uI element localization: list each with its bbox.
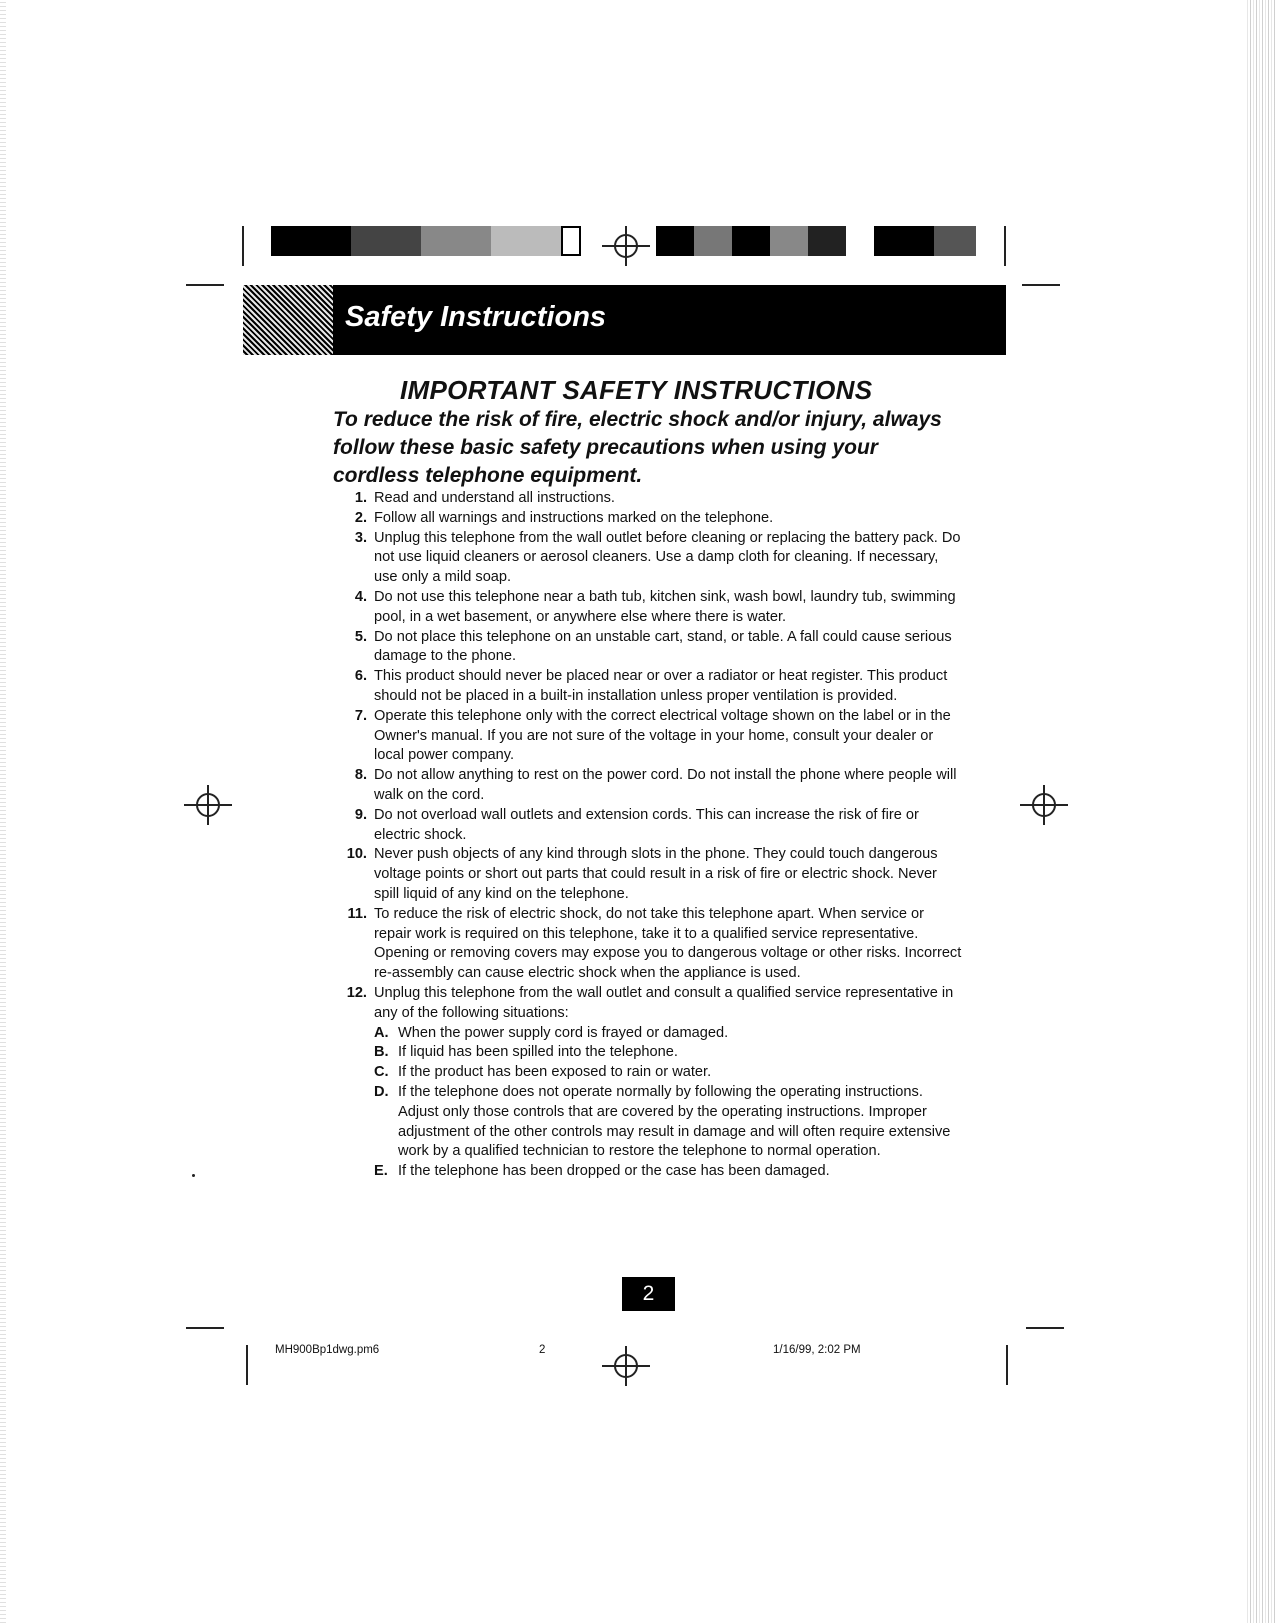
footer-filename: MH900Bp1dwg.pm6 <box>275 1344 380 1356</box>
list-item <box>324 905 964 984</box>
crop-mark <box>246 1345 248 1385</box>
sub-list-item-letter: C. <box>374 1064 389 1081</box>
list-item <box>324 806 964 846</box>
sub-list-item <box>374 1162 964 1182</box>
list-item-text: Do not allow anything to rest on the power cord. Do not install the phone where people will walk on the cord. <box>374 767 957 803</box>
list-item-number: 7. <box>354 707 367 724</box>
list-item-number: 1. <box>354 490 367 506</box>
list-item-text: Do not overload wall outlets and extension cords. This can increase the risk of fire or electric shock. <box>374 806 919 843</box>
list-item-text: To reduce the risk of electric shock, do not take this telephone apart. When service or repair work is required on this telephone, take it to a qualified service representative. Opening or removing covers may expose you to dangerous voltage or other risks. Incorrect re-assembly can cause electric shock when the appliance is used. <box>374 905 962 982</box>
list-item-number: 4. <box>354 588 367 605</box>
speck <box>192 1174 195 1177</box>
sub-list-item-text: If the product has been exposed to rain or water. <box>398 1064 712 1081</box>
sub-list-item-text: If liquid has been spilled into the telephone. <box>398 1044 678 1061</box>
crop-mark <box>186 284 224 286</box>
list-item-number: 10. <box>346 846 367 863</box>
list-item-text: This product should never be placed near or over a radiator or heat register. This product should not be placed in a built-in installation unless proper ventilation is provided. <box>374 668 948 704</box>
crop-mark <box>1006 1345 1008 1385</box>
registration-mark-icon <box>610 1350 642 1382</box>
list-item-text: Operate this telephone only with the correct electrical voltage shown on the label or in the Owner's manual. If you are not sure of the voltage in your home, consult your dealer or local power company. <box>374 707 951 764</box>
sub-list-item <box>374 1083 964 1162</box>
list-item <box>324 509 964 529</box>
list-item <box>324 707 964 766</box>
list-item <box>324 845 964 904</box>
list-item <box>324 628 964 668</box>
list-item <box>324 489 964 509</box>
sub-list-item-letter: E. <box>374 1163 388 1180</box>
sub-list-item <box>374 1024 964 1044</box>
sub-list-item-text: When the power supply cord is frayed or damaged. <box>398 1024 729 1041</box>
list-item-text: Read and understand all instructions. <box>374 490 615 506</box>
registration-mark-icon <box>1028 789 1060 821</box>
list-item <box>324 588 964 628</box>
list-item-text: Never push objects of any kind through slots in the phone. They could touch dangerous voltage points or short out parts that could result in a risk of fire or electric shock. Never spill liquid of any kind on the telephone. <box>374 846 938 902</box>
page-title: IMPORTANT SAFETY INSTRUCTIONS <box>400 375 873 405</box>
list-item <box>324 984 964 1182</box>
list-item <box>324 667 964 707</box>
list-item-text: Do not use this telephone near a bath tub, kitchen sink, wash bowl, laundry tub, swimming pool, in a wet basement, or anywhere else where there is water. <box>374 588 956 625</box>
list-item-text: Unplug this telephone from the wall outlet and consult a qualified service representative in any of the following situations: <box>374 984 954 1021</box>
crop-mark <box>242 226 244 266</box>
registration-mark-icon <box>610 230 642 262</box>
crop-mark <box>186 1327 224 1329</box>
header-pattern <box>243 285 333 355</box>
registration-mark-icon <box>192 789 224 821</box>
lead-paragraph: To reduce the risk of fire, electric shock and/or injury, always follow these basic safety precautions when using your cordless telephone equipment. <box>333 408 942 487</box>
crop-mark <box>1022 284 1060 286</box>
crop-mark <box>1004 226 1006 266</box>
color-bar-right <box>656 226 976 256</box>
list-item <box>324 529 964 588</box>
list-item-text: Unplug this telephone from the wall outlet before cleaning or replacing the battery pack. Do not use liquid cleaners or aerosol cleaners. Use a damp cloth for cleaning. If necessary, use only a mild soap. <box>374 529 961 586</box>
list-item-number: 8. <box>354 767 367 784</box>
list-item-text: Follow all warnings and instructions marked on the telephone. <box>374 509 774 526</box>
sub-list-item-text: If the telephone does not operate normally by following the operating instructions. Adjust only those controls that are covered by the operating instructions. Improper adjustment of the other controls may result in damage and will often require extensive work by a qualified technician to restore the telephone to normal operation. <box>398 1083 951 1160</box>
list-item-number: 9. <box>354 806 367 823</box>
scan-edge-right <box>1247 0 1275 1623</box>
sub-list-item-letter: B. <box>374 1044 389 1061</box>
list-item-number: 6. <box>354 668 367 685</box>
list-item-number: 11. <box>347 905 367 922</box>
sub-list-item <box>374 1043 964 1063</box>
list-item-number: 3. <box>354 529 367 546</box>
color-bar-left <box>271 226 594 256</box>
scan-edge-left <box>0 0 6 1623</box>
list-item-number: 5. <box>354 628 367 645</box>
sub-list-item-text: If the telephone has been dropped or the case has been damaged. <box>398 1163 830 1180</box>
sub-list-item <box>374 1063 964 1083</box>
footer-page: 2 <box>539 1344 546 1356</box>
instruction-list <box>324 489 964 1182</box>
page-number: 2 <box>622 1277 675 1311</box>
section-title: Safety Instructions <box>345 301 607 333</box>
footer-timestamp: 1/16/99, 2:02 PM <box>773 1344 861 1356</box>
crop-mark <box>1026 1327 1064 1329</box>
list-item-number: 2. <box>354 509 367 526</box>
sub-list-item-letter: D. <box>374 1083 389 1100</box>
list-item-number: 12. <box>346 984 367 1001</box>
list-item-text: Do not place this telephone on an unstable cart, stand, or table. A fall could cause serious damage to the phone. <box>374 628 952 665</box>
sub-list-item-letter: A. <box>374 1024 389 1041</box>
list-item <box>324 766 964 806</box>
